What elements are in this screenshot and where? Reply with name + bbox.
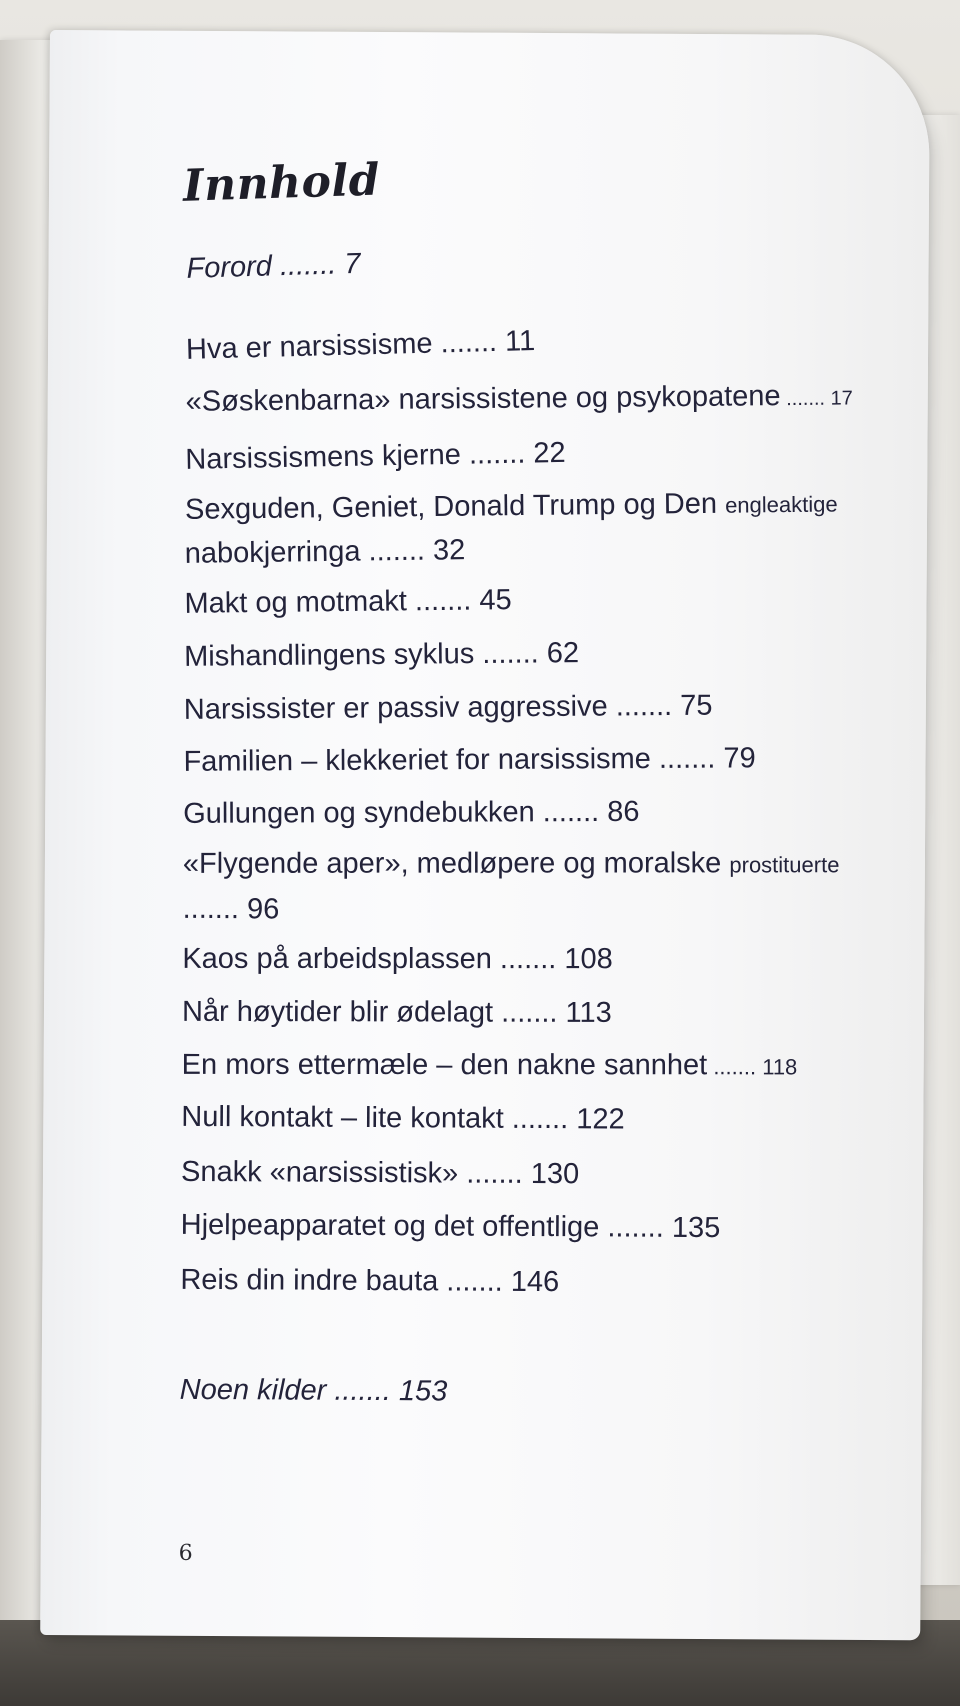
toc-entry: Makt og motmakt ....... 45 — [184, 584, 512, 620]
toc-entry: «Flygende aper», medløpere og moralske prostituerte — [182, 847, 840, 880]
toc-entry: Reis din indre bauta ....... 146 — [180, 1263, 560, 1299]
page-number: 6 — [178, 1540, 193, 1566]
page-title: Innhold — [182, 154, 381, 212]
toc-entry-forord: Forord ....... 7 — [186, 247, 361, 285]
toc-entry: Når høytider blir ødelagt ....... 113 — [181, 995, 612, 1029]
toc-entry: Narsissismens kjerne ....... 22 — [185, 436, 566, 476]
toc-entry: Gullungen og syndebukken ....... 86 — [183, 795, 640, 830]
toc-entry: Hva er narsissisme ....... 11 — [185, 325, 536, 366]
toc-entry: Narsissister er passiv aggressive ....... 75 — [183, 689, 713, 726]
toc-entry: Kaos på arbeidsplassen ....... 108 — [182, 942, 613, 976]
toc-entry: nabokjerringa ....... 32 — [184, 534, 466, 570]
toc-entry: Sexguden, Geniet, Donald Trump og Den engleaktige — [184, 487, 838, 526]
toc-entry: Familien – klekkeriet for narsissisme ....... 79 — [183, 742, 756, 778]
toc-entry: «Søskenbarna» narsissistene og psykopatene ....... 17 — [185, 380, 853, 418]
toc-entry: Snakk «narsissistisk» ....... 130 — [180, 1155, 580, 1191]
toc-entry: Mishandlingens syklus ....... 62 — [184, 637, 580, 673]
toc-entry: Null kontakt – lite kontakt ....... 122 — [181, 1100, 625, 1136]
book-page — [40, 30, 930, 1640]
toc-entry: ....... 96 — [182, 892, 280, 926]
toc-entry: Hjelpeapparatet og det offentlige ....... 135 — [180, 1208, 721, 1245]
toc-entry-noen-kilder: Noen kilder ....... 153 — [179, 1373, 448, 1408]
toc-entry: En mors ettermæle – den nakne sannhet ....... 118 — [181, 1048, 798, 1082]
